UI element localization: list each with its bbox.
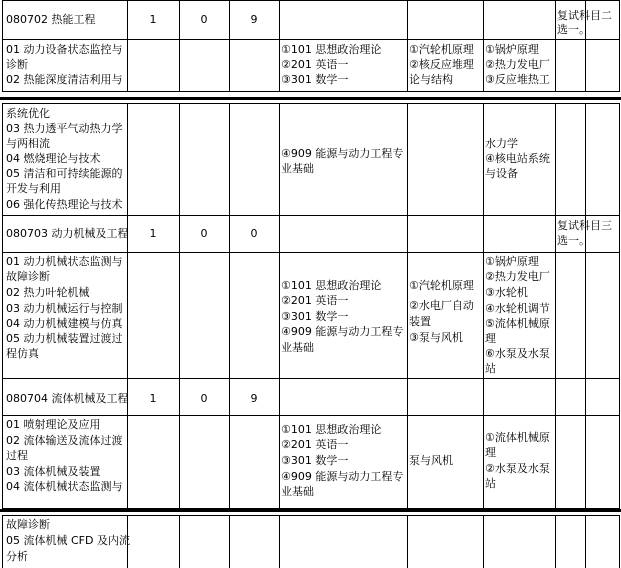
count-b: 0 — [200, 13, 208, 26]
exam-line: ③301 数学一 — [281, 310, 349, 323]
direction-line: 系统优化 — [6, 107, 50, 120]
direction-line: 故障诊断 — [6, 518, 50, 531]
retest-line: 理 — [485, 332, 496, 345]
direction-line: 05 流体机械 CFD 及内流 — [6, 534, 130, 547]
prof-exam-line: ②水电厂自动 — [409, 299, 474, 312]
direction-line: 03 流体机械及装置 — [6, 465, 101, 478]
prof-exam-line: ①汽轮机原理 — [409, 43, 474, 56]
exam-line: ①101 思想政治理论 — [281, 43, 382, 56]
exam-line: ①101 思想政治理论 — [281, 423, 382, 436]
direction-line: 程仿真 — [6, 347, 39, 360]
retest-note-line: 选一。 — [557, 23, 590, 36]
retest-line: ④水轮机调节 — [485, 302, 550, 315]
direction-line: 02 流体输送及流体过渡 — [6, 434, 123, 447]
direction-line: 05 清洁和可持续能源的 — [6, 167, 123, 180]
program-name: 080702 热能工程 — [6, 13, 96, 26]
program-name: 080704 流体机械及工程 — [6, 392, 129, 405]
table-segment-2 — [2, 103, 620, 509]
direction-line: 与两相流 — [6, 137, 50, 150]
direction-line: 04 动力机械建模与仿真 — [6, 317, 123, 330]
direction-line: 01 动力机械状态监测与 — [6, 255, 123, 268]
exam-line: 业基础 — [281, 341, 314, 354]
prof-exam-line: 泵与风机 — [409, 454, 453, 467]
direction-line: 分析 — [6, 550, 28, 563]
exam-line: ②201 英语一 — [281, 438, 349, 451]
exam-line: ②201 英语一 — [281, 294, 349, 307]
direction-line: 开发与利用 — [6, 182, 61, 195]
prof-exam-line: ③泵与风机 — [409, 331, 463, 344]
direction-line: 06 强化传热理论与技术 — [6, 198, 123, 211]
count-c: 9 — [250, 392, 258, 405]
direction-line: 过程 — [6, 449, 28, 462]
retest-line: ①流体机械原 — [485, 431, 550, 444]
prof-exam-line: ①汽轮机原理 — [409, 279, 474, 292]
direction-line: 故障诊断 — [6, 270, 50, 283]
direction-line: 05 动力机械装置过渡过 — [6, 332, 123, 345]
count-c: 9 — [250, 13, 258, 26]
retest-line: ①锅炉原理 — [485, 43, 539, 56]
page-break — [0, 509, 621, 512]
prof-exam-line: 装置 — [409, 315, 431, 328]
direction-line: 03 动力机械运行与控制 — [6, 302, 123, 315]
exam-line: 业基础 — [281, 485, 314, 498]
prof-exam-line: 论与结构 — [409, 73, 453, 86]
retest-line: 与设备 — [485, 167, 518, 180]
direction-line: 01 动力设备状态监控与 — [6, 43, 123, 56]
retest-line: 水力学 — [485, 137, 518, 150]
page-break — [0, 97, 621, 100]
retest-line: ③水轮机 — [485, 286, 528, 299]
retest-note-line: 复试科目三 — [557, 219, 612, 232]
exam-line: 业基础 — [281, 162, 314, 175]
retest-line: ②热力发电厂 — [485, 270, 550, 283]
retest-line: ②热力发电厂 — [485, 58, 550, 71]
retest-line: 站 — [485, 362, 496, 375]
count-a: 1 — [149, 13, 157, 26]
count-b: 0 — [200, 227, 208, 240]
retest-note-line: 选一。 — [557, 234, 590, 247]
exam-line: ④909 能源与动力工程专 — [281, 325, 404, 338]
count-b: 0 — [200, 392, 208, 405]
retest-line: 理 — [485, 446, 496, 459]
prof-exam-line: ②核反应堆理 — [409, 58, 474, 71]
exam-line: ①101 思想政治理论 — [281, 279, 382, 292]
exam-line: ④909 能源与动力工程专 — [281, 147, 404, 160]
retest-note-line: 复试科目二 — [557, 9, 612, 22]
count-a: 1 — [149, 227, 157, 240]
retest-line: ②水泵及水泵 — [485, 462, 550, 475]
exam-line: ③301 数学一 — [281, 73, 349, 86]
direction-line: 01 喷射理论及应用 — [6, 418, 101, 431]
retest-line: ③反应堆热工 — [485, 73, 550, 86]
exam-line: ④909 能源与动力工程专 — [281, 470, 404, 483]
retest-line: ⑤流体机械原 — [485, 317, 550, 330]
direction-line: 04 流体机械状态监测与 — [6, 480, 123, 493]
direction-line: 02 热能深度清洁利用与 — [6, 73, 123, 86]
retest-line: ④核电站系统 — [485, 152, 550, 165]
retest-line: ⑥水泵及水泵 — [485, 347, 550, 360]
exam-line: ②201 英语一 — [281, 58, 349, 71]
direction-line: 诊断 — [6, 58, 28, 71]
table-segment-3 — [2, 515, 620, 568]
direction-line: 04 燃烧理论与技术 — [6, 152, 101, 165]
direction-line: 02 热力叶轮机械 — [6, 286, 90, 299]
table-segment-1 — [2, 0, 620, 92]
count-c: 0 — [250, 227, 258, 240]
retest-line: ①锅炉原理 — [485, 255, 539, 268]
count-a: 1 — [149, 392, 157, 405]
retest-line: 站 — [485, 477, 496, 490]
exam-line: ③301 数学一 — [281, 454, 349, 467]
direction-line: 03 热力透平气动热力学 — [6, 122, 123, 135]
program-name: 080703 动力机械及工程 — [6, 227, 129, 240]
